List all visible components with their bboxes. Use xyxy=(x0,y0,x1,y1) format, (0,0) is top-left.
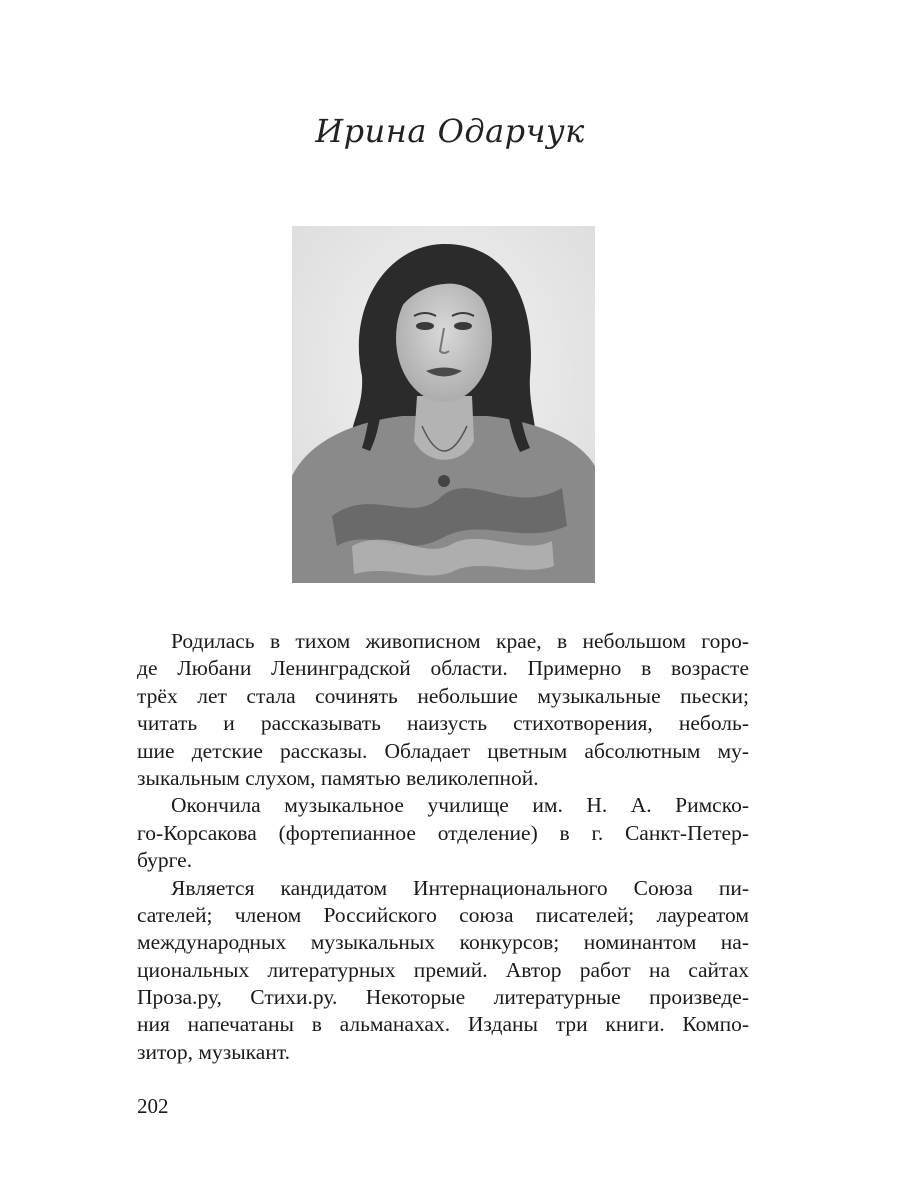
paragraph-line: Является кандидатом Интернационального Союза пи- xyxy=(171,875,749,900)
paragraph-line: читать и рассказывать наизусть стихотворения, неболь- xyxy=(137,711,749,736)
paragraph-line: Проза.ру, Стихи.ру. Некоторые литературные произведе- xyxy=(137,985,749,1010)
author-photo xyxy=(292,226,595,583)
paragraph-line: зитор, музыкант. xyxy=(137,1039,290,1064)
page-number: 202 xyxy=(137,1094,169,1118)
paragraph-line: зыкальным слухом, памятью великолепной. xyxy=(137,765,539,790)
biography-text xyxy=(137,628,749,1066)
paragraph-line: ния напечатаны в альманахах. Изданы три книги. Компо- xyxy=(137,1012,749,1037)
paragraph-line: сателей; членом Российского союза писателей; лауреатом xyxy=(137,902,749,927)
paragraph-line: Окончила музыкальное училище им. Н. А. Римско- xyxy=(171,793,749,818)
author-portrait-icon xyxy=(292,226,595,583)
paragraph-line: де Любани Ленинградской области. Примерно в возрасте xyxy=(137,656,749,681)
paragraph-line: шие детские рассказы. Обладает цветным абсолютным му- xyxy=(137,738,749,763)
author-name-heading: Ирина Одарчук xyxy=(315,112,585,150)
paragraph-line: трёх лет стала сочинять небольшие музыкальные пьески; xyxy=(137,683,749,708)
paragraph-line: бурге. xyxy=(137,848,193,873)
paragraph-line: го-Корсакова (фортепианное отделение) в г. Санкт-Петер- xyxy=(137,820,749,845)
paragraph-line: международных музыкальных конкурсов; номинантом на- xyxy=(137,930,749,955)
paragraph-line: Родилась в тихом живописном крае, в небольшом горо- xyxy=(171,629,749,653)
paragraph-line: циональных литературных премий. Автор работ на сайтах xyxy=(137,957,749,982)
